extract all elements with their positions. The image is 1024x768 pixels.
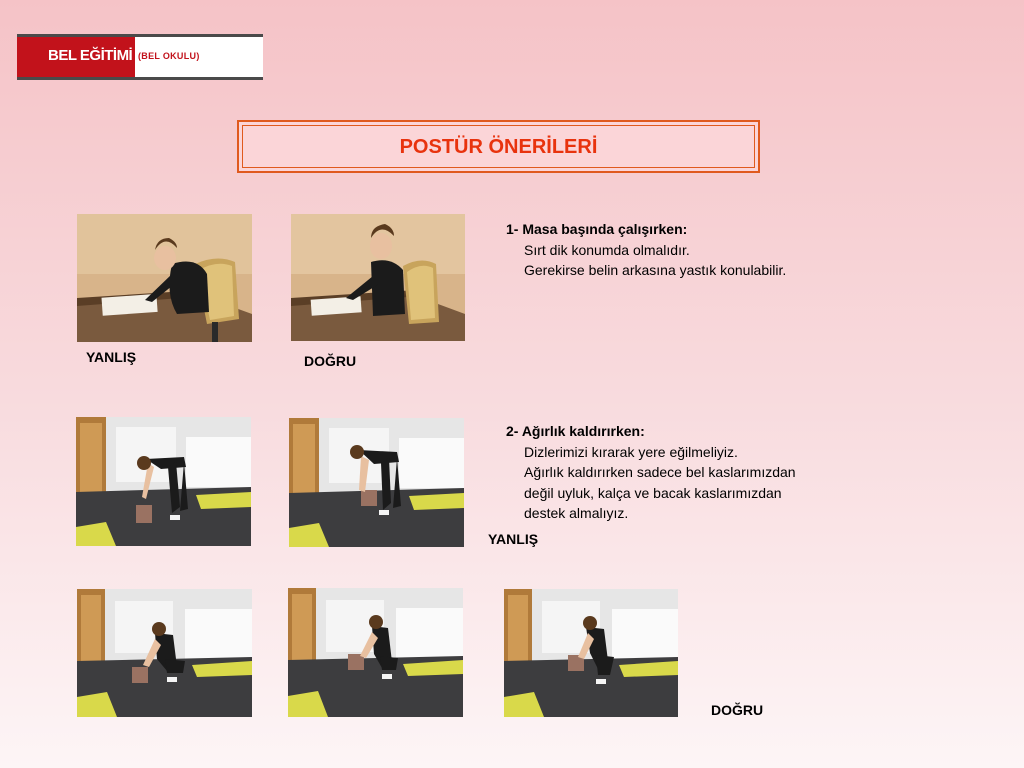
lift-wrong-photo-2 xyxy=(289,418,464,547)
section-desk-line: Sırt dik konumda olmalıdır. xyxy=(524,241,690,258)
section-desk-line: Gerekirse belin arkasına yastık konulabilir. xyxy=(524,262,787,278)
lift-right-label: DOĞRU xyxy=(711,702,764,718)
section-lift-line: Dizlerimizi kırarak yere eğilmeliyiz. xyxy=(524,443,738,460)
desk-right-label: DOĞRU xyxy=(304,353,357,369)
logo-title: BEL EĞİTİMİ xyxy=(48,47,133,64)
desk-wrong-label: YANLIŞ xyxy=(86,349,137,365)
desk-right-photo xyxy=(291,214,465,341)
section-desk xyxy=(506,219,786,281)
section-desk-heading: 1- Masa başında çalışırken: xyxy=(506,221,688,237)
desk-wrong-photo xyxy=(77,214,252,342)
section-lift-heading: 2- Ağırlık kaldırırken: xyxy=(506,423,645,439)
lift-right-photo-1 xyxy=(77,589,252,717)
title-box xyxy=(237,120,760,173)
lift-wrong-label: YANLIŞ xyxy=(488,531,539,547)
page-title: POSTÜR ÖNERİLERİ xyxy=(399,136,598,158)
logo-banner xyxy=(17,34,263,80)
lift-wrong-photo-1 xyxy=(76,417,251,546)
section-lift-line: Ağırlık kaldırırken sadece bel kaslarımızdan xyxy=(524,464,796,480)
section-lift xyxy=(506,421,796,524)
logo-subtitle: (BEL OKULU) xyxy=(138,51,200,61)
section-lift-line: destek almalıyız. xyxy=(524,505,629,521)
section-lift-line: değil uyluk, kalça ve bacak kaslarımızdan xyxy=(524,484,782,501)
lift-right-photo-2 xyxy=(288,588,463,717)
lift-right-photo-3 xyxy=(504,589,678,717)
